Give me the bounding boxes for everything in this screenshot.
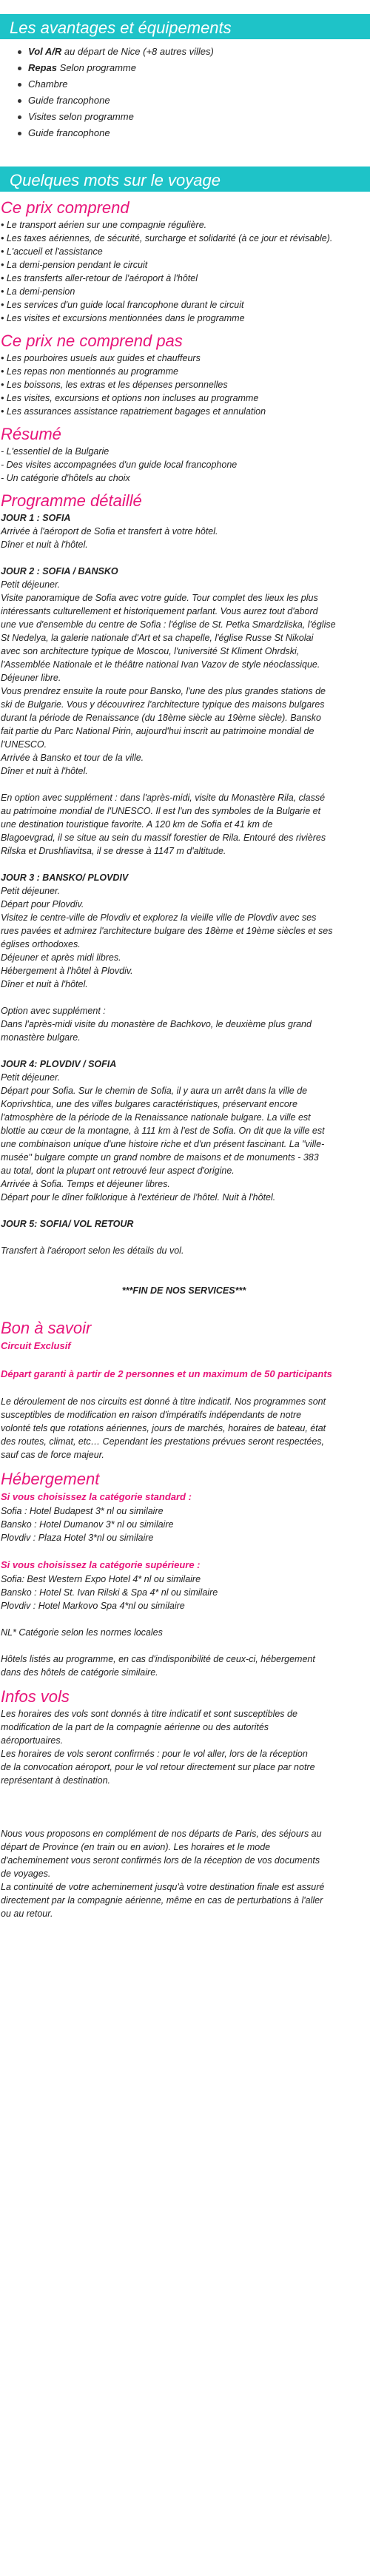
lodging-final-line: dans des hôtels de catégorie similaire. bbox=[1, 1667, 158, 1678]
guarantee-label: Départ garanti à partir de 2 personnes et un maximum de 50 participants bbox=[1, 1368, 332, 1379]
day-line: Hébergement à l'hôtel à Plovdiv. bbox=[1, 966, 133, 976]
day-line: églises orthodoxes. bbox=[1, 939, 81, 949]
day-line: Petit déjeuner. bbox=[1, 1072, 61, 1083]
day-line: Déjeuner libre. bbox=[1, 673, 61, 683]
day-line: ski de Bulgarie. Vous y découvrirez l'architecture typique des maisons bulgares bbox=[1, 699, 325, 710]
exclusive-label: Circuit Exclusif bbox=[1, 1340, 71, 1351]
day-line: au patrimoine mondial de l'UNESCO. Il est l'un des symboles de la Bulgarie et bbox=[1, 806, 321, 816]
day-line: une combinaison unique d'une histoire riche et d'un présent fascinant. La "ville- bbox=[1, 1139, 325, 1149]
day-heading: JOUR 3 : BANSKO/ PLOVDIV bbox=[1, 872, 129, 883]
excludes-item: • Les boissons, les extras et les dépenses personnelles bbox=[1, 380, 228, 390]
good-to-know-line: susceptibles de modification en raison d'impératifs indépendants de notre bbox=[1, 1410, 302, 1420]
advantage-item: Chambre bbox=[28, 76, 370, 93]
flights-line: La continuité de votre acheminement jusqu'à votre destination finale est assuré bbox=[1, 1882, 325, 1892]
day-line: Rilska et Drushliavitsa, il se dresse à 1147 m d'altitude. bbox=[1, 846, 226, 856]
superior-hotel: Sofia: Best Western Expo Hotel 4* nl ou similaire bbox=[1, 1574, 201, 1584]
day-line: l'atmosphère de la période de la Renaissance nationale bulgare. La ville est bbox=[1, 1112, 311, 1123]
advantages-title: Les avantages et équipements bbox=[0, 14, 370, 39]
flights-line: représentant à destination. bbox=[1, 1775, 111, 1786]
standard-hotel: Sofia : Hotel Budapest 3* nl ou similaire bbox=[1, 1506, 164, 1516]
summary-item: - Des visites accompagnées d'un guide local francophone bbox=[1, 460, 238, 470]
day-line: Arrivée à Bansko et tour de la ville. bbox=[1, 753, 144, 763]
day-line: Koprivshtica, une des villes bulgares caractéristiques, préservant encore bbox=[1, 1099, 297, 1109]
summary-title: Résumé bbox=[1, 425, 61, 443]
includes-list bbox=[1, 218, 367, 325]
day-line: Blagoevgrad, il se situe au sein du massif forestier de Rila. Entouré des rivières bbox=[1, 833, 326, 843]
excludes-item: • Les repas non mentionnés au programme bbox=[1, 366, 178, 377]
day-line: Arrivée à l'aéroport de Sofia et transfert à votre hôtel. bbox=[1, 526, 218, 537]
flights-line bbox=[1, 1800, 367, 1814]
lodging-note: NL* Catégorie selon les normes locales bbox=[1, 1627, 163, 1638]
day-line: Visite panoramique de Sofia avec votre guide. Tour complet des lieux les plus bbox=[1, 593, 318, 603]
superior-label: Si vous choisissez la catégorie supérieure : bbox=[1, 1559, 201, 1570]
flights-line: ou au retour. bbox=[1, 1909, 53, 1919]
includes-item: • L'accueil et l'assistance bbox=[1, 246, 103, 257]
day-line bbox=[1, 1231, 367, 1244]
day-heading: JOUR 2 : SOFIA / BANSKO bbox=[1, 566, 118, 576]
day-line: fait partie du Parc National Pirin, aujourd'hui inscrit au patrimoine mondial de bbox=[1, 726, 314, 736]
day-heading: JOUR 1 : SOFIA bbox=[1, 513, 71, 523]
lodging-title: Hébergement bbox=[1, 1470, 100, 1488]
includes-item: • Les transferts aller-retour de l'aéroport à l'hôtel bbox=[1, 273, 198, 283]
includes-item: • Les services d'un guide local francophone durant le circuit bbox=[1, 300, 244, 310]
standard-hotels bbox=[1, 1504, 367, 1544]
superior-hotel: Bansko : Hotel St. Ivan Rilski & Spa 4* nl ou similaire bbox=[1, 1587, 218, 1598]
good-to-know-text bbox=[1, 1395, 367, 1462]
day-line: Option avec supplément : bbox=[1, 1006, 106, 1016]
day-line: Petit déjeuner. bbox=[1, 579, 61, 590]
day-line: musée" bulgare compte un grand nombre de maisons et de monuments - 383 bbox=[1, 1152, 319, 1163]
includes-item: • La demi-pension bbox=[1, 286, 75, 297]
good-to-know-line: Le déroulement de nos circuits est donné à titre indicatif. Nos programmes sont bbox=[1, 1396, 326, 1407]
flights-text bbox=[1, 1707, 367, 1920]
flights-line: Les horaires des vols sont donnés à titre indicatif et sont susceptibles de bbox=[1, 1709, 297, 1719]
day-line: intéressants culturellement et historiquement parlant. Vous aurez tout d'abord bbox=[1, 606, 318, 616]
advantages-section bbox=[0, 0, 370, 141]
day-line: St Nedelya, la galerie nationale d'Art et sa chapelle, l'église Russe St Nikolai bbox=[1, 633, 314, 643]
day-line: Visitez le centre-ville de Plovdiv et explorez la vieille ville de Plovdiv avec ses bbox=[1, 912, 317, 923]
advantage-item: Guide francophone bbox=[28, 125, 370, 141]
day-line: monastère bulgare. bbox=[1, 1032, 81, 1043]
day-line: Dîner et nuit à l'hôtel. bbox=[1, 979, 88, 989]
flights-line: aéroportuaires. bbox=[1, 1735, 64, 1746]
day-line: une vue d'ensemble du centre de Sofia : l'église de St. Petka Smardzliska, l'église bbox=[1, 619, 336, 630]
day-line: Transfert à l'aéroport selon les détails du vol. bbox=[1, 1245, 184, 1256]
excludes-item: • Les pourboires usuels aux guides et chauffeurs bbox=[1, 353, 201, 363]
day-line: Arrivée à Sofia. Temps et déjeuner libres. bbox=[1, 1179, 170, 1189]
day-line bbox=[1, 778, 367, 791]
advantage-item: Vol A/R au départ de Nice (+8 autres villes) bbox=[28, 44, 370, 60]
includes-title: Ce prix comprend bbox=[1, 198, 130, 217]
lodging-final bbox=[1, 1652, 367, 1679]
excludes-list bbox=[1, 352, 367, 418]
standard-hotel: Bansko : Hotel Dumanov 3* nl ou similaire bbox=[1, 1519, 174, 1530]
day-line: rues pavées et admirez l'architecture bulgare des 18ème et 19ème siècles et ses bbox=[1, 926, 333, 936]
includes-item: • La demi-pension pendant le circuit bbox=[1, 260, 148, 270]
day-line: durant la période de Renaissance (du 18ème siècle au 19ème siècle). Bansko bbox=[1, 713, 321, 723]
lodging-final-line: Hôtels listés au programme, en cas d'indisponibilité de ceux-ci, hébergement bbox=[1, 1654, 315, 1664]
day-line: l'UNESCO. bbox=[1, 739, 47, 750]
day-line: au total, dont la plupart ont retrouvé leur aspect d'origine. bbox=[1, 1166, 235, 1176]
superior-hotels bbox=[1, 1573, 367, 1612]
day-line: Dîner et nuit à l'hôtel. bbox=[1, 766, 88, 776]
advantage-item: Repas Selon programme bbox=[28, 60, 370, 76]
includes-item: • Les taxes aériennes, de sécurité, surcharge et solidarité (à ce jour et révisable). bbox=[1, 233, 333, 243]
day-line: Départ pour Plovdiv. bbox=[1, 899, 84, 909]
day-line: Vous prendrez ensuite la route pour Bansko, l'une des plus grandes stations de bbox=[1, 686, 326, 696]
flights-line: modification de la part de la compagnie aérienne ou des autorités bbox=[1, 1722, 269, 1732]
includes-item: • Le transport aérien sur une compagnie régulière. bbox=[1, 220, 207, 230]
flights-line: d'acheminement vous seront confirmés lors de la réception de vos documents bbox=[1, 1855, 320, 1866]
words-title: Quelques mots sur le voyage bbox=[0, 167, 370, 192]
day-line: avec son architecture typique de Moscou, l'université St Kliment Ohrdski, bbox=[1, 646, 300, 656]
end-of-services: ***FIN DE NOS SERVICES*** bbox=[121, 1285, 246, 1296]
day-line: blottie au cœur de la montagne, à 111 km à l'est de Sofia. On dit que la ville est bbox=[1, 1126, 325, 1136]
words-section bbox=[0, 167, 370, 192]
summary-item: - Un catégorie d'hôtels au choix bbox=[1, 473, 130, 483]
flights-line: Les horaires de vols seront confirmés : pour le vol aller, lors de la réception bbox=[1, 1749, 308, 1759]
day-line: Départ pour Sofia. Sur le chemin de Sofia, il y aura un arrêt dans la ville de bbox=[1, 1086, 308, 1096]
good-to-know-line: des routes, climat, etc… Cependant les prestations prévues seront respectées, bbox=[1, 1436, 325, 1447]
includes-item: • Les visites et excursions mentionnées dans le programme bbox=[1, 313, 245, 323]
good-to-know-title: Bon à savoir bbox=[1, 1319, 92, 1337]
excludes-title: Ce prix ne comprend pas bbox=[1, 332, 183, 350]
flights-line bbox=[1, 1814, 367, 1827]
standard-label: Si vous choisissez la catégorie standard : bbox=[1, 1491, 192, 1502]
advantage-item: Visites selon programme bbox=[28, 109, 370, 125]
day-line: l'Assemblée Nationale et le théâtre national Ivan Vazov de style néoclassique. bbox=[1, 659, 320, 670]
day-line: une destination touristique favorite. A 120 km de Sofia et 41 km de bbox=[1, 819, 273, 830]
program-days bbox=[1, 511, 367, 1257]
advantages-list bbox=[0, 44, 370, 141]
flights-line bbox=[1, 1787, 367, 1800]
standard-hotel: Plovdiv : Plaza Hotel 3*nl ou similaire bbox=[1, 1533, 154, 1543]
day-line: Déjeuner et après midi libres. bbox=[1, 952, 121, 963]
day-line bbox=[1, 991, 367, 1004]
flights-line: départ de Province (en train ou en avion). Les horaires et le mode bbox=[1, 1842, 271, 1852]
day-heading: JOUR 4: PLOVDIV / SOFIA bbox=[1, 1059, 117, 1069]
day-line: Dîner et nuit à l'hôtel. bbox=[1, 539, 88, 550]
good-to-know-line: volonté tels que rotations aériennes, jours de marchés, horaires de bateau, état bbox=[1, 1423, 326, 1433]
flights-line: Nous vous proposons en complément de nos départs de Paris, des séjours au bbox=[1, 1829, 322, 1839]
flights-line: de voyages. bbox=[1, 1869, 51, 1879]
day-line: Dans l'après-midi visite du monastère de Bachkovo, le deuxième plus grand bbox=[1, 1019, 312, 1029]
flights-line: de la convocation aéroport, pour le vol retour directement sur place par notre bbox=[1, 1762, 315, 1772]
content bbox=[0, 198, 370, 1920]
advantage-item: Guide francophone bbox=[28, 93, 370, 109]
excludes-item: • Les assurances assistance rapatriement bagages et annulation bbox=[1, 406, 266, 417]
excludes-item: • Les visites, excursions et options non incluses au programme bbox=[1, 393, 259, 403]
program-title: Programme détaillé bbox=[1, 491, 142, 510]
day-line: Départ pour le dîner folklorique à l'extérieur de l'hôtel. Nuit à l'hôtel. bbox=[1, 1192, 276, 1203]
flights-line: directement par la compagnie aérienne, même en cas de perturbations à l'aller bbox=[1, 1895, 323, 1906]
day-line: Petit déjeuner. bbox=[1, 886, 61, 896]
flights-title: Infos vols bbox=[1, 1687, 70, 1706]
day-heading: JOUR 5: SOFIA/ VOL RETOUR bbox=[1, 1219, 134, 1229]
day-line: En option avec supplément : dans l'après-midi, visite du Monastère Rila, classé bbox=[1, 793, 326, 803]
summary-list bbox=[1, 445, 367, 485]
superior-hotel: Plovdiv : Hotel Markovo Spa 4*nl ou similaire bbox=[1, 1601, 185, 1611]
summary-item: - L'essentiel de la Bulgarie bbox=[1, 446, 110, 457]
good-to-know-line: sauf cas de force majeur. bbox=[1, 1450, 104, 1460]
